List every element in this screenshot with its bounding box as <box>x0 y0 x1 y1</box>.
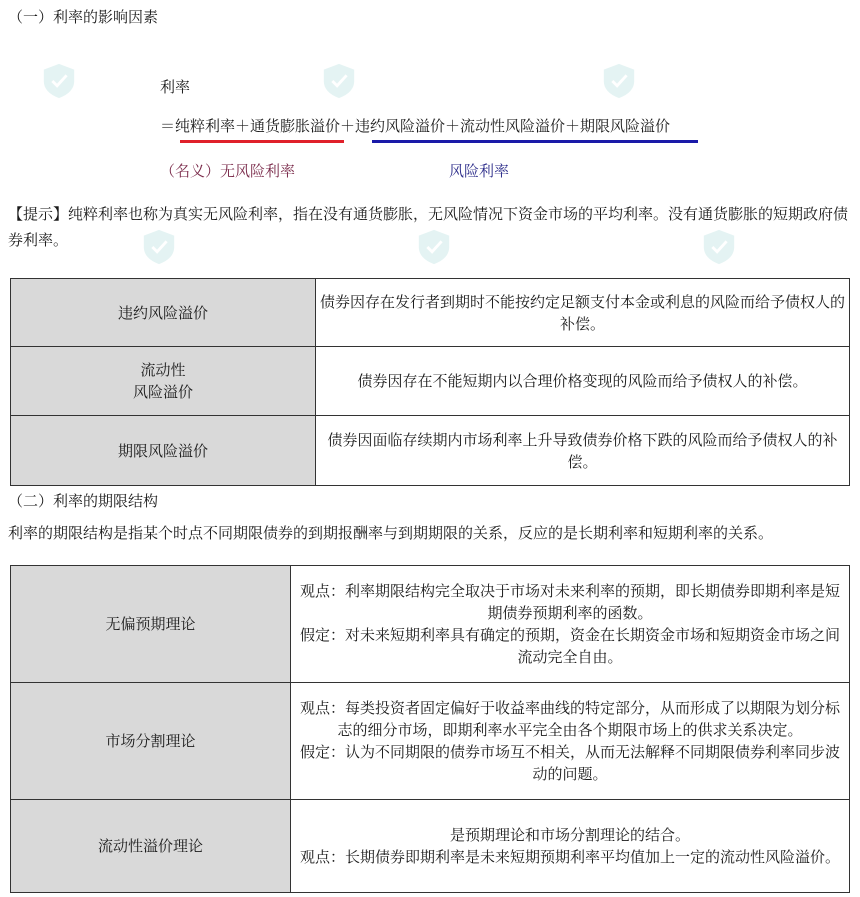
table-row <box>11 566 850 683</box>
premium-table <box>10 278 850 486</box>
theory-desc <box>291 566 850 683</box>
premium-desc: 债券因面临存续期内市场利率上升导致债券价格下跌的风险而给予债权人的补偿。 <box>316 416 850 486</box>
section1-heading: （一）利率的影响因素 <box>8 8 159 26</box>
risk-premium-underline <box>372 140 698 143</box>
theory-line: 是预期理论和市场分割理论的结合。 <box>449 826 690 844</box>
theory-desc <box>291 683 850 800</box>
theory-name: 流动性溢价理论 <box>11 800 291 893</box>
tip-paragraph: 【提示】纯粹利率也称为真实无风险利率，指在没有通货膨胀，无风险情况下资金市场的平均利率。没有通货膨胀的短期政府债券利率。 <box>8 205 849 249</box>
watermark-shield-icon <box>320 62 358 100</box>
riskfree-underline <box>180 140 344 143</box>
premium-term <box>11 347 316 416</box>
interest-rate-formula: ＝纯粹利率＋通货膨胀溢价＋违约风险溢价＋流动性风险溢价＋期限风险溢价 <box>160 117 671 135</box>
premium-term-line: 流动性 <box>140 361 186 379</box>
premium-term: 违约风险溢价 <box>11 279 316 347</box>
theory-line: 假定：对未来短期利率具有确定的预期，资金在长期资金市场和短期资金市场之间流动完全自由。 <box>299 626 840 666</box>
table-row <box>11 800 850 893</box>
table-row <box>11 416 850 486</box>
term-structure-definition: 利率的期限结构是指某个时点不同期限债券的到期报酬率与到期期限的关系，反应的是长期利率和短期利率的关系。 <box>8 524 774 542</box>
table-row <box>11 683 850 800</box>
theory-line: 观点：利率期限结构完全取决于市场对未来利率的预期，即长期债券即期利率是短期债券预期利率的函数。 <box>299 582 840 622</box>
risk-premium-label: 风险利率 <box>449 162 510 180</box>
theory-line: 观点：每类投资者固定偏好于收益率曲线的特定部分，从而形成了以期限为划分标志的细分市场，即期利率水平完全由各个期限市场上的供求关系决定。 <box>299 699 840 739</box>
theory-desc <box>291 800 850 893</box>
section2-heading: （二）利率的期限结构 <box>8 492 159 510</box>
premium-desc: 债券因存在不能短期内以合理价格变现的风险而给予债权人的补偿。 <box>316 347 850 416</box>
theory-name: 市场分割理论 <box>11 683 291 800</box>
formula-rate-label: 利率 <box>160 78 191 96</box>
watermark-shield-icon <box>40 62 78 100</box>
theory-table <box>10 565 850 893</box>
premium-term-line: 风险溢价 <box>132 383 193 401</box>
watermark-shield-icon <box>600 62 638 100</box>
table-row <box>11 279 850 347</box>
theory-name: 无偏预期理论 <box>11 566 291 683</box>
table-row <box>11 347 850 416</box>
theory-line: 观点：长期债券即期利率是未来短期预期利率平均值加上一定的流动性风险溢价。 <box>299 848 840 866</box>
theory-line: 假定：认为不同期限的债券市场互不相关，从而无法解释不同期限债券利率同步波动的问题。 <box>299 743 840 783</box>
premium-desc: 债券因存在发行者到期时不能按约定足额支付本金或利息的风险而给予债权人的补偿。 <box>316 279 850 347</box>
nominal-riskfree-label: （名义）无风险利率 <box>160 162 296 180</box>
premium-term: 期限风险溢价 <box>11 416 316 486</box>
